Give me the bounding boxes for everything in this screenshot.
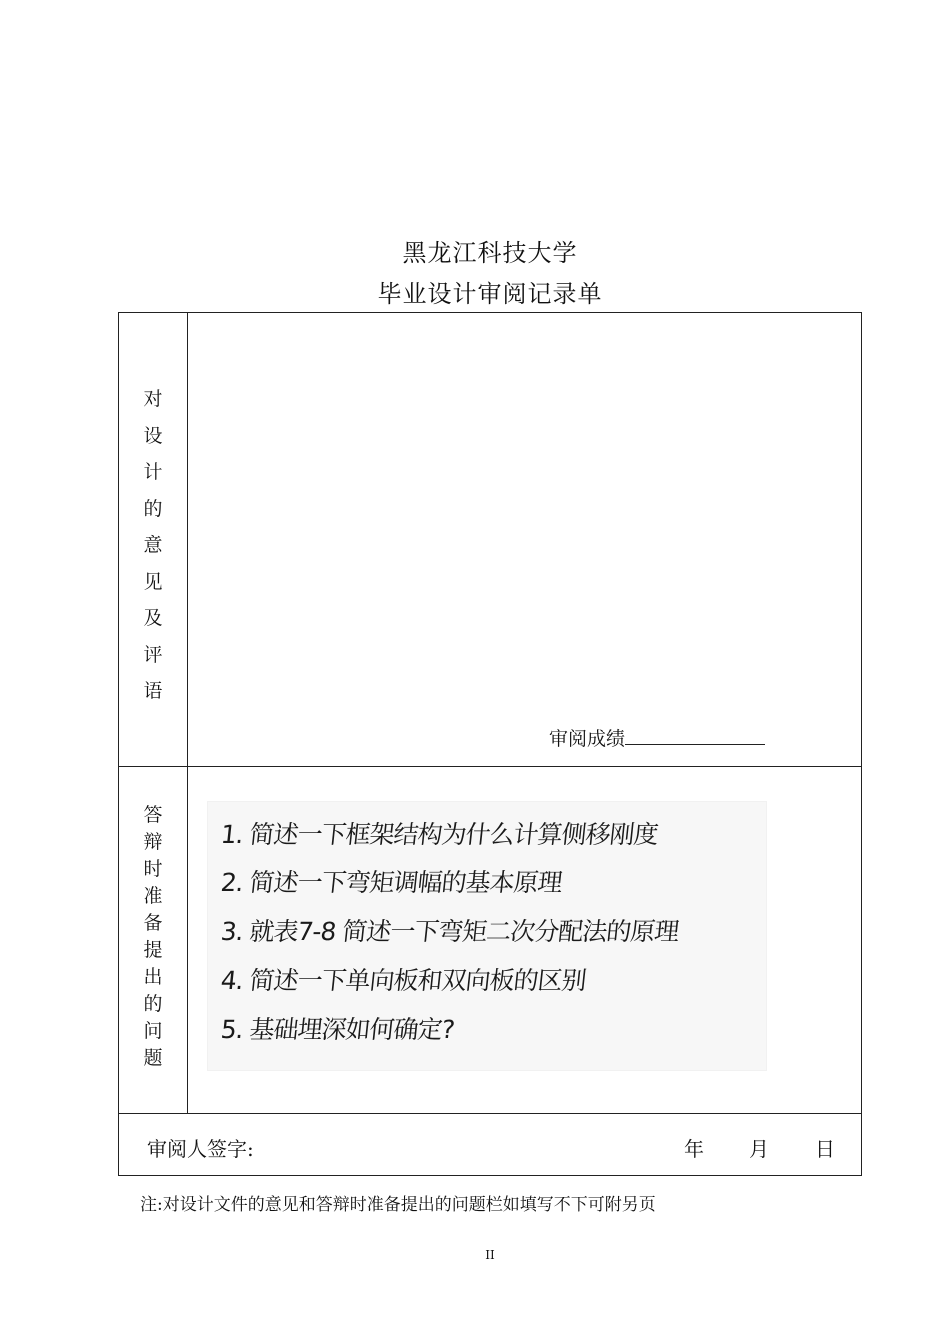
label-char: 语 <box>143 680 163 702</box>
label-char: 见 <box>143 570 163 593</box>
label-char: 计 <box>143 461 163 483</box>
questions-section-label <box>119 802 187 1072</box>
label-char: 及 <box>143 607 163 629</box>
handwritten-questions-image <box>207 801 767 1071</box>
label-char: 辩 <box>143 831 163 853</box>
university-title: 黑龙江科技大学 <box>402 239 578 267</box>
year-label: 年 <box>684 1137 704 1161</box>
footnote: 注:对设计文件的意见和答辩时准备提出的问题栏如填写不下可附另页 <box>140 1195 656 1215</box>
column-divider <box>187 313 188 1113</box>
form-title: 毕业设计审阅记录单 <box>377 280 603 308</box>
label-char: 准 <box>143 885 163 907</box>
label-char: 提 <box>143 939 163 961</box>
page-number: II <box>485 1248 495 1262</box>
reviewer-signature-label: 审阅人签字: <box>147 1137 254 1161</box>
review-grade-label: 审阅成绩 <box>549 728 626 750</box>
handwritten-question: 3. 就表7-8 简述一下弯矩二次分配法的原理 <box>219 917 680 946</box>
day-label: 日 <box>815 1137 835 1161</box>
handwritten-question: 2. 简述一下弯矩调幅的基本原理 <box>219 868 564 897</box>
handwritten-question: 1. 简述一下框架结构为什么计算侧移刚度 <box>219 820 660 849</box>
handwritten-question: 5. 基础埋深如何确定? <box>219 1015 456 1044</box>
row-divider-2 <box>119 1113 861 1114</box>
label-char: 答 <box>143 804 163 826</box>
handwritten-question: 4. 简述一下单向板和双向板的区别 <box>219 966 588 995</box>
label-char: 备 <box>143 912 163 934</box>
label-char: 的 <box>143 497 163 520</box>
label-char: 出 <box>143 966 163 988</box>
opinion-section-label <box>119 381 187 710</box>
label-char: 设 <box>143 424 163 447</box>
label-char: 时 <box>143 858 163 880</box>
review-grade-field <box>549 724 765 751</box>
label-char: 对 <box>143 388 163 410</box>
row-divider-1 <box>119 766 861 767</box>
label-char: 评 <box>143 643 163 666</box>
review-grade-blank[interactable] <box>625 724 765 745</box>
label-char: 的 <box>143 993 163 1015</box>
signature-row <box>119 1115 861 1177</box>
label-char: 问 <box>143 1020 163 1042</box>
label-char: 意 <box>143 534 163 556</box>
label-char: 题 <box>143 1047 163 1069</box>
review-form-table <box>118 312 862 1176</box>
month-label: 月 <box>749 1137 769 1161</box>
